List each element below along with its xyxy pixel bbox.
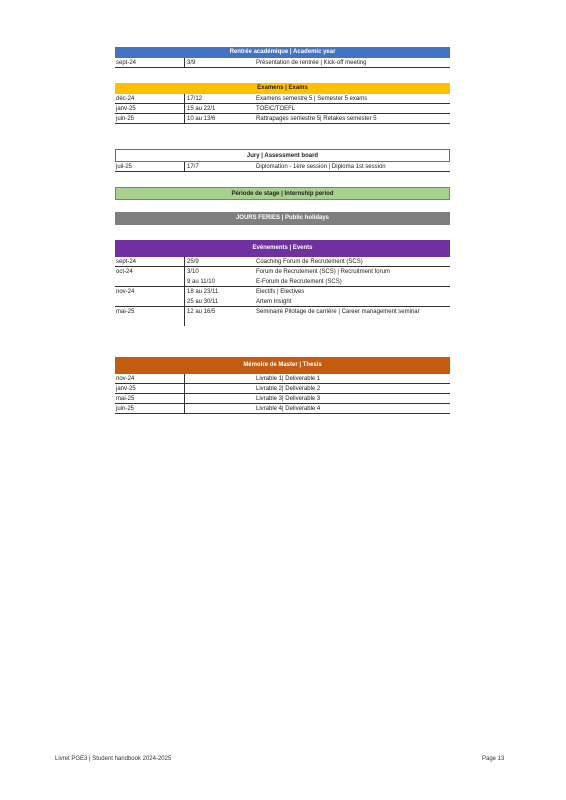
date-cell: 15 au 22/1 <box>187 106 216 112</box>
month-cell: sept-24 <box>115 257 185 266</box>
table-row <box>115 114 450 124</box>
section-jury-header: Jury | Assessment board <box>115 149 450 162</box>
month-cell: sept-24 <box>115 58 185 67</box>
month-cell: déc-24 <box>115 94 185 103</box>
month-cell: janv-25 <box>115 104 185 113</box>
event-cell: Coaching Forum de Recrutement (SCS) <box>256 259 363 265</box>
date-cell: 3/9 <box>187 60 196 66</box>
table-row <box>115 394 450 404</box>
month-cell: juin-25 <box>115 114 185 123</box>
month-cell <box>115 297 185 306</box>
month-cell: mai-25 <box>115 307 185 326</box>
section-feries <box>115 212 450 225</box>
table-row <box>115 267 450 277</box>
section-jury <box>115 149 450 172</box>
table-row <box>115 404 450 414</box>
event-cell: TOEIC/TOEFL <box>256 106 296 112</box>
table-row <box>115 374 450 384</box>
table-row <box>115 287 450 297</box>
month-cell: janv-25 <box>115 384 185 393</box>
date-cell: 17/7 <box>187 164 199 170</box>
table-row <box>115 277 450 287</box>
section-examens <box>115 83 450 124</box>
date-cell: 12 au 16/5 <box>187 309 216 315</box>
date-cell: 25/9 <box>187 259 199 265</box>
section-examens-header: Examens | Exams <box>115 83 450 94</box>
table-row <box>115 94 450 104</box>
event-cell: Livrable 1| Deliverable 1 <box>256 376 321 382</box>
event-cell: Séminaire Pilotage de carrière | Career management seminar <box>256 309 420 315</box>
table-row <box>115 384 450 394</box>
table-row <box>115 162 450 172</box>
date-cell: 3/10 <box>187 269 199 275</box>
section-feries-header: JOURS FERIES | Public holidays <box>115 212 450 225</box>
month-cell: oct-24 <box>115 267 185 277</box>
date-cell: 9 au 11/10 <box>187 279 215 285</box>
section-evenements-header: Evénements | Events <box>115 240 450 257</box>
month-cell: juin-25 <box>115 404 185 413</box>
section-memoire <box>115 357 450 414</box>
section-stage <box>115 187 450 200</box>
section-memoire-header: Mémoire de Master | Thesis <box>115 357 450 374</box>
date-cell: 25 au 30/11 <box>187 299 219 305</box>
section-rentree <box>115 47 450 68</box>
month-cell <box>115 277 185 286</box>
event-cell: Diplomation - 1ère session | Diploma 1st session <box>256 164 386 170</box>
date-cell: 17/12 <box>187 96 203 102</box>
month-cell: juil-25 <box>115 162 185 171</box>
event-cell: Examens semestre 5 | Semester 5 exams <box>256 96 368 102</box>
section-rentree-header: Rentrée académique | Academic year <box>115 47 450 58</box>
section-stage-header: Période de stage | Internship period <box>115 187 450 200</box>
section-evenements <box>115 240 450 326</box>
event-cell: Forum de Recrutement (SCS) | Recruitment forum <box>256 269 390 275</box>
event-cell: Livrable 3| Deliverable 3 <box>256 396 321 402</box>
month-cell: nov-24 <box>115 287 185 297</box>
event-cell: Artem Insight <box>256 299 292 305</box>
event-cell: Rattrapages semestre 5| Retakes semester 5 <box>256 116 377 122</box>
footer-left: Livret PGE3 | Student handbook 2024-2025 <box>55 756 172 762</box>
table-row <box>115 58 450 68</box>
table-row <box>115 307 450 326</box>
event-cell: E-Forum de Recrutement (SCS) <box>256 279 342 285</box>
month-cell: mai-25 <box>115 394 185 403</box>
table-row <box>115 104 450 114</box>
date-cell: 10 au 13/6 <box>187 116 216 122</box>
table-row <box>115 297 450 307</box>
table-row <box>115 257 450 267</box>
event-cell: Electifs | Electives <box>256 289 305 295</box>
event-cell: Présentation de rentrée | Kick-off meeting <box>256 60 367 66</box>
footer-page-number: Page 13 <box>482 756 505 762</box>
event-cell: Livrable 2| Deliverable 2 <box>256 386 321 392</box>
month-cell: nov-24 <box>115 374 185 383</box>
date-cell: 18 au 23/11 <box>187 289 219 295</box>
event-cell: Livrable 4| Deliverable 4 <box>256 406 321 412</box>
